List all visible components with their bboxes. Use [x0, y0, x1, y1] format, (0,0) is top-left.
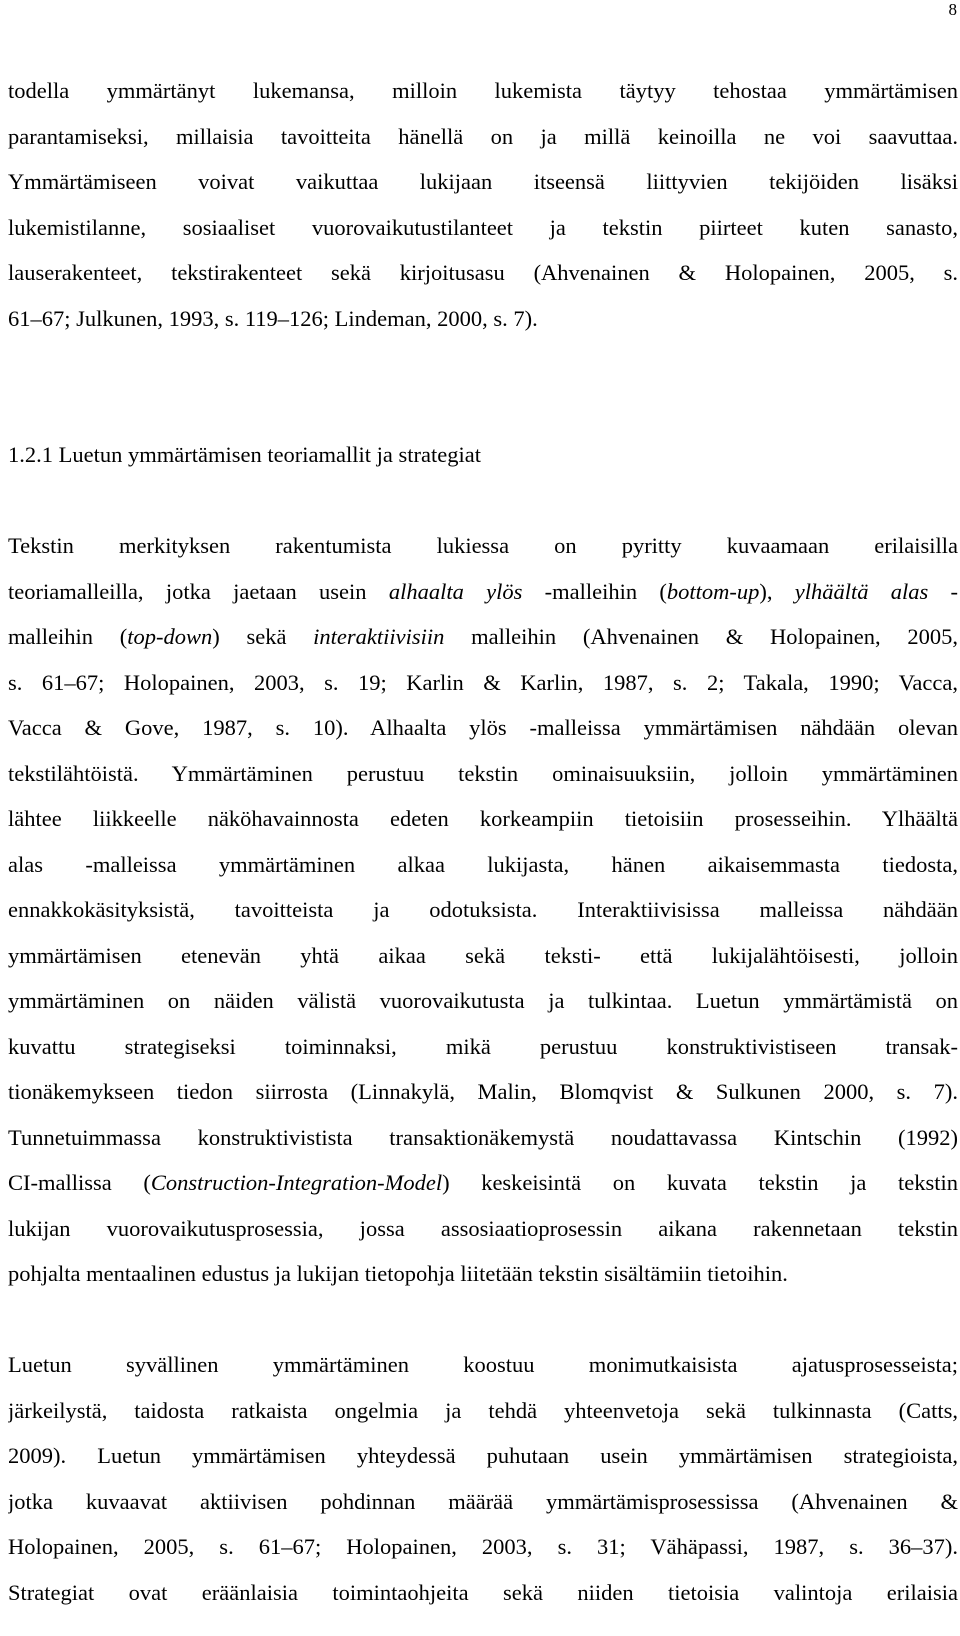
text-segment: - [928, 578, 958, 604]
text-segment: ) sekä [212, 624, 314, 649]
blank-line [8, 341, 958, 387]
text-line: lauserakenteet, tekstirakenteet sekä kirjoitusasu (Ahvenainen & Holopainen, 2005, s. [8, 260, 958, 285]
text-segment: ) keskeisintä on kuvata tekstin ja tekstin [442, 1170, 958, 1195]
text-line: Vacca & Gove, 1987, s. 10). Alhaalta ylös -malleissa ymmärtämisen nähdään olevan [8, 715, 958, 740]
text-line: ymmärtäminen on näiden välistä vuorovaikutusta ja tulkintaa. Luetun ymmärtämistä on [8, 988, 958, 1013]
text-line: parantamiseksi, millaisia tavoitteita hänellä on ja millä keinoilla ne voi saavuttaa. [8, 123, 958, 149]
text-line: kuvattu strategiseksi toiminnaksi, mikä perustuu konstruktivistiseen transak- [8, 1033, 958, 1059]
text-segment: malleihin (Ahvenainen & Holopainen, 2005, [444, 624, 958, 649]
text-line [8, 614, 958, 660]
text-line: 61–67; Julkunen, 1993, s. 119–126; Lindeman, 2000, s. 7). [8, 305, 538, 331]
text-line: järkeilystä, taidosta ratkaista ongelmia ja tehdä yhteenvetoja sekä tulkinnasta (Catts, [8, 1397, 958, 1423]
paragraph-1 [8, 68, 958, 341]
text-line: pohjalta mentaalinen edustus ja lukijan tietopohja liitetään tekstin sisältämiin tietoihin. [8, 1261, 788, 1286]
text-line: 2009). Luetun ymmärtämisen yhteydessä puhutaan usein ymmärtämisen strategioista, [8, 1443, 958, 1468]
text-line: Tekstin merkityksen rakentumista lukiessa on pyritty kuvaamaan erilaisilla [8, 533, 958, 558]
text-line: tekstilähtöistä. Ymmärtäminen perustuu tekstin ominaisuuksiin, jolloin ymmärtäminen [8, 760, 958, 786]
text-line: ennakkokäsityksistä, tavoitteista ja odotuksista. Interaktiivisissa malleissa nähdään [8, 897, 958, 922]
page-number: 8 [948, 0, 957, 19]
text-line: s. 61–67; Holopainen, 2003, s. 19; Karlin & Karlin, 1987, s. 2; Takala, 1990; Vacca, [8, 669, 958, 695]
text-line: todella ymmärtänyt lukemansa, milloin lukemista täytyy tehostaa ymmärtämisen [8, 78, 958, 103]
text-line: Holopainen, 2005, s. 61–67; Holopainen, 2003, s. 31; Vähäpassi, 1987, s. 36–37). [8, 1534, 958, 1559]
italic-term: ylhäältä alas [794, 578, 929, 604]
text-line: Luetun syvällinen ymmärtäminen koostuu monimutkaisista ajatusprosesseista; [8, 1352, 958, 1377]
text-line: Ymmärtämiseen voivat vaikuttaa lukijaan itseensä liittyvien tekijöiden lisäksi [8, 169, 958, 194]
text-segment: CI-mallissa ( [8, 1170, 151, 1195]
text-line: Tunnetuimmassa konstruktivistista transaktionäkemystä noudattavassa Kintschin (1992) [8, 1124, 958, 1150]
text-line: tionäkemykseen tiedon siirrosta (Linnakylä, Malin, Blomqvist & Sulkunen 2000, s. 7). [8, 1079, 958, 1104]
text-line: alas -malleissa ymmärtäminen alkaa lukijasta, hänen aikaisemmasta tiedosta, [8, 851, 958, 877]
text-line: lukijan vuorovaikutusprosessia, jossa assosiaatioprosessin aikana rakennetaan tekstin [8, 1215, 958, 1241]
text-segment: ), [759, 578, 795, 604]
paragraph-3 [8, 1342, 958, 1615]
text-line: lähtee liikkeelle näköhavainnosta edeten korkeampiin tietoisiin prosesseihin. Ylhäältä [8, 806, 958, 831]
italic-term: interaktiivisiin [313, 624, 445, 649]
blank-line [8, 478, 958, 524]
italic-term: alhaalta ylös [388, 578, 523, 604]
section-heading: 1.2.1 Luetun ymmärtämisen teoriamallit ja strategiat [8, 442, 481, 467]
text-line [8, 569, 958, 615]
text-segment: -malleihin ( [522, 578, 667, 604]
italic-term: top-down [127, 624, 213, 649]
document-body [8, 68, 958, 1615]
blank-line [8, 387, 958, 433]
paragraph-2 [8, 523, 958, 1297]
text-line: Strategiat ovat eräänlaisia toimintaohjeita sekä niiden tietoisia valintoja erilaisia [8, 1579, 958, 1605]
text-line: ymmärtämisen etenevän yhtä aikaa sekä teksti- että lukijalähtöisesti, jolloin [8, 942, 958, 968]
text-segment: teoriamalleilla, jotka jaetaan usein [8, 578, 389, 604]
text-line [8, 1160, 958, 1206]
blank-line [8, 1297, 958, 1343]
italic-term: Construction-Integration-Model [150, 1170, 443, 1195]
text-segment: malleihin ( [8, 624, 128, 649]
text-line: lukemistilanne, sosiaaliset vuorovaikutustilanteet ja tekstin piirteet kuten sanasto, [8, 214, 958, 240]
text-line: jotka kuvaavat aktiivisen pohdinnan määrää ymmärtämisprosessissa (Ahvenainen & [8, 1488, 958, 1514]
italic-term: bottom-up [666, 578, 760, 604]
